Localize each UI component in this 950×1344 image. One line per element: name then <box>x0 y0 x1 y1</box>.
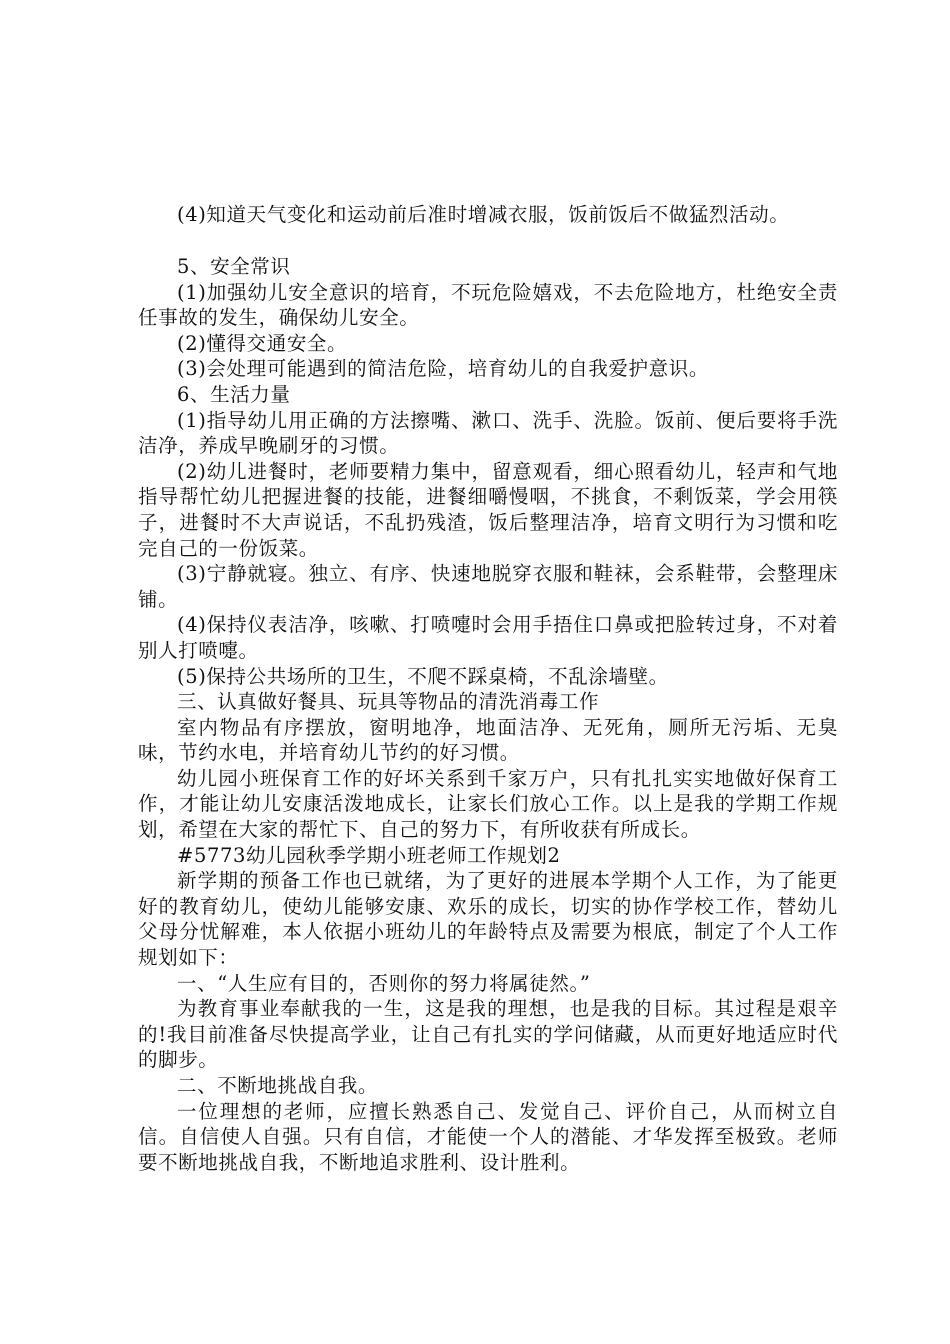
section-heading: 二、不断地挑战自我。 <box>177 1074 379 1097</box>
paragraph: (3)宁静就寝。独立、有序、快速地脱穿衣服和鞋袜，会系鞋带，会整理床铺。 <box>138 562 838 611</box>
document-title: #5773幼儿园秋季学期小班老师工作规划2 <box>177 843 561 867</box>
paragraph: 一位理想的老师，应擅长熟悉自己、发觉自己、评价自己，从而树立自信。自信使人自强。只有自信，才能使一个人的潜能、才华发挥至极致。老师要不断地挑战自我，不断地追求胜利、设计胜利。 <box>138 1099 838 1174</box>
section-heading: 6、生活力量 <box>177 382 291 406</box>
paragraph: (4)保持仪表洁净，咳嗽、打喷嚏时会用手捂住口鼻或把脸转过身，不对着别人打喷嚏。 <box>138 613 838 662</box>
paragraph: (1)加强幼儿安全意识的培育，不玩危险嬉戏，不去危险地方，杜绝安全责任事故的发生，确保幼儿安全。 <box>138 280 838 330</box>
section-heading: 一、“人生应有目的，否则你的努力将属徒然。” <box>177 971 591 995</box>
section-heading: 5、安全常识 <box>177 255 291 278</box>
top-text-block <box>138 202 838 228</box>
paragraph: (2)懂得交通安全。 <box>177 331 348 355</box>
main-text-block <box>138 254 838 1175</box>
section-heading: 三、认真做好餐具、玩具等物品的清洗消毒工作 <box>177 690 600 714</box>
paragraph: 新学期的预备工作也已就绪，为了更好的进展本学期个人工作，为了能更好的教育幼儿，使幼儿能够安康、欢乐的成长，切实的协作学校工作，替幼儿父母分忧解难，本人依据小班幼儿的年龄特点及需要为根底，制定了个人工作规划如下： <box>138 869 838 970</box>
paragraph: (2)幼儿进餐时，老师要精力集中，留意观看，细心照看幼儿，轻声和气地指导帮忙幼儿把握进餐的技能，进餐细嚼慢咽，不挑食，不剩饭菜，学会用筷子，进餐时不大声说话，不乱扔残渣，饭后整理洁净，培育文明行为习惯和吃完自己的一份饭菜。 <box>138 459 838 560</box>
paragraph: 幼儿园小班保育工作的好坏关系到千家万户，只有扎扎实实地做好保育工作，才能让幼儿安康活泼地成长，让家长们放心工作。以上是我的学期工作规划，希望在大家的帮忙下、自己的努力下，有所收获有所成长。 <box>138 766 838 842</box>
paragraph: (4)知道天气变化和运动前后准时增减衣服，饭前饭后不做猛烈活动。 <box>177 203 790 226</box>
paragraph: (1)指导幼儿用正确的方法擦嘴、漱口、洗手、洗脸。饭前、便后要将手洗洁净，养成早晚刷牙的习惯。 <box>138 408 838 458</box>
paragraph: 室内物品有序摆放，窗明地净，地面洁净、无死角，厕所无污垢、无臭味，节约水电，并培育幼儿节约的好习惯。 <box>138 715 838 765</box>
paragraph: (5)保持公共场所的卫生，不爬不踩桌椅，不乱涂墙壁。 <box>177 664 669 688</box>
paragraph: (3)会处理可能遇到的简洁危险，培育幼儿的自我爱护意识。 <box>177 357 709 381</box>
paragraph: 为教育事业奉献我的一生，这是我的理想，也是我的目标。其过程是艰辛的!我目前准备尽快提高学业，让自己有扎实的学问储藏，从而更好地适应时代的脚步。 <box>138 997 838 1072</box>
